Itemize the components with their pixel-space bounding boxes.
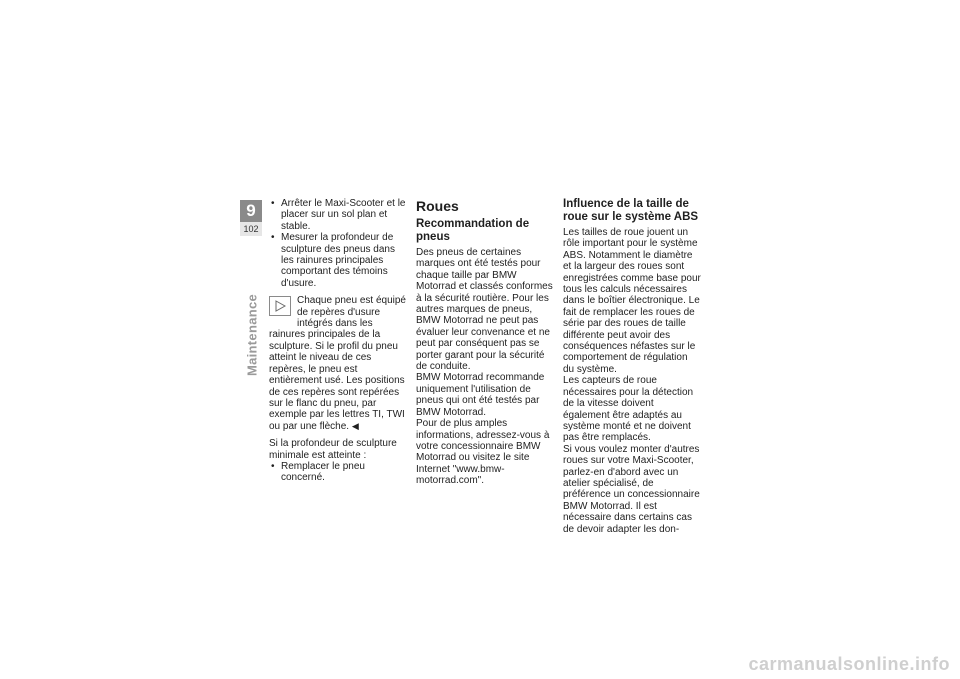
steps-list-2 — [269, 461, 407, 484]
note-text: Chaque pneu est équipé de repères d'usure intégrés dans les rainures principales de la sculpture. Si le profil du pneu atteint le niveau de ces repères, le pneu est entièrement usé. Les positions de ces repères sont repérées sur le flanc du pneu, par exemple par les lettres TI, TWI ou par une flèche. — [269, 295, 406, 432]
chapter-tab — [240, 200, 262, 236]
list-item: • Remplacer le pneu concerné. — [269, 461, 407, 484]
page-number: 102 — [240, 222, 262, 236]
note-block — [269, 295, 407, 432]
paragraph: Les tailles de roue jouent un rôle important pour le système ABS. Notamment le diamètre et la largeur des roues sont enregistrées comme base pour tous les calculs nécessaires dans le boîtier électronique. Le fait de remplacer les roues de série par des roues de taille différente peut avoir des conséquences néfastes sur le comportement de régulation du système. — [563, 227, 701, 375]
section-title: Maintenance — [244, 293, 260, 377]
column-2 — [416, 198, 554, 487]
paragraph: Si la profondeur de sculpture minimale est atteinte : — [269, 438, 397, 461]
paragraph: BMW Motorrad recommande uniquement l'utilisation de pneus qui ont été testés par BMW Motorrad. — [416, 372, 545, 418]
warning-triangle-icon — [269, 296, 291, 316]
paragraph: Des pneus de certaines marques ont été testés pour chaque taille par BMW Motorrad et classés conformes à la sécurité routière. Pour les autres marques de pneus, BMW Motorrad ne peut pas évaluer leur convenance et ne peut par conséquent pas se porter garant pour la sécurité de conduite. — [416, 247, 553, 373]
section-heading: Roues — [416, 198, 459, 214]
paragraph: Si vous voulez monter d'autres roues sur votre Maxi-Scooter, parlez-en d'abord avec un atelier spécialisé, de préférence un concessionnaire BMW Motorrad. Il est nécessaire dans certains cas de devoir adapter les don- — [563, 443, 700, 535]
end-mark: ◀ — [351, 420, 359, 431]
subheading: Recommandation de pneus — [416, 218, 530, 243]
watermark: carmanualsonline.info — [748, 654, 950, 674]
column-1 — [269, 198, 407, 484]
subheading: Influence de la taille de roue sur le système ABS — [563, 198, 699, 223]
column-3 — [563, 198, 701, 535]
paragraph: Pour de plus amples informations, adressez-vous à votre concessionnaire BMW Motorrad ou visitez le site Internet "www.bmw-motorrad.com". — [416, 418, 550, 487]
chapter-number: 9 — [240, 200, 262, 222]
steps-list — [269, 198, 407, 289]
paragraph: Les capteurs de roue nécessaires pour la détection de la vitesse doivent également être adaptés au système monté et ne doivent pas être remplacés. — [563, 375, 694, 444]
section-label — [232, 275, 272, 395]
list-item: • Arrêter le Maxi-Scooter et le placer sur un sol plan et stable. — [269, 198, 407, 232]
list-item: • Mesurer la profondeur de sculpture des pneus dans les rainures principales comportant des témoins d'usure. — [269, 232, 407, 289]
